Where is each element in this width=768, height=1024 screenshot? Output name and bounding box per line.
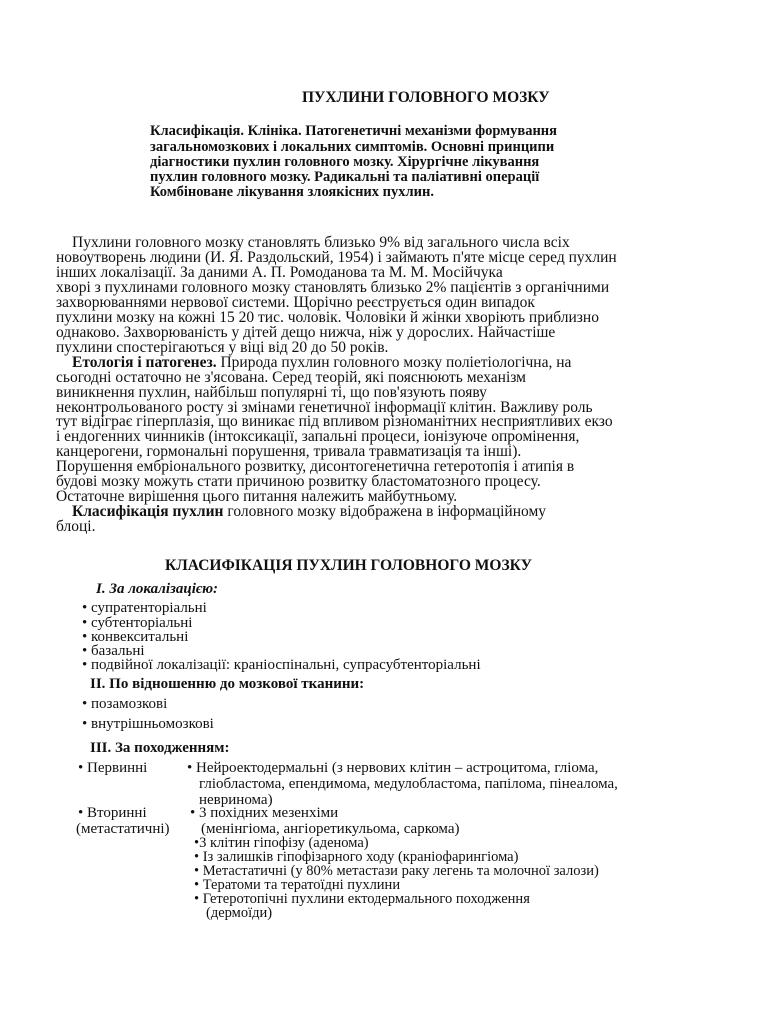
intro-line: інших локалізації. За даними А. П. Ромоданова та М. М. Мосійчука bbox=[56, 264, 503, 281]
summary-line: пухлин головного мозку. Радикальні та паліативні операції bbox=[150, 169, 540, 185]
etiology-line: Природа пухлин головного мозку поліетіологічна, на bbox=[216, 354, 572, 371]
intro-line: пухлини мозку на кожні 15 20 тис. чоловік. Чоловіки й жінки хворіють приблизно bbox=[56, 309, 599, 326]
secondary-label-note: (метастатичні) bbox=[76, 821, 170, 837]
page-title: ПУХЛИНИ ГОЛОВНОГО МОЗКУ bbox=[302, 89, 550, 106]
section-origin-heading: ІІІ. За походженням: bbox=[90, 740, 230, 756]
primary-label: • Первинні bbox=[78, 760, 148, 776]
etiology-line: канцерогени, гормональні порушення, тривала травматизація та інші). bbox=[56, 443, 522, 460]
primary-line: гліобластома, епендимома, медулобластома, папілома, пінеалома, bbox=[199, 776, 618, 792]
section-localization-heading: І. За локалізацією: bbox=[96, 581, 219, 597]
intro-line: Пухлини головного мозку становлять близько 9% від загального числа всіх bbox=[72, 234, 570, 251]
secondary-line: • 3 похідних мезенхіми bbox=[190, 805, 339, 821]
etiology-line: виникнення пухлин, найбільш популярні ті, що пов'язують появу bbox=[56, 384, 487, 401]
section-tissue-heading: ІІ. По відношенню до мозкової тканини: bbox=[90, 676, 365, 692]
etiology-line: будові мозку можуть стати причиною розвитку бластоматозного процесу. bbox=[56, 473, 541, 490]
classification-intro-text: головного мозку відображена в інформаційному bbox=[223, 503, 547, 520]
etiology-line: Порушення ембріонального розвитку, дисонтогенетична гетеротопія і атипія в bbox=[56, 458, 575, 475]
intro-line: захворюваннями нервової системи. Щорічно реєструється один випадок bbox=[56, 294, 535, 311]
summary-line: Комбіноване лікування злоякісних пухлин. bbox=[150, 184, 434, 200]
summary-line: Класифікація. Клініка. Патогенетичні механізми формування bbox=[150, 123, 558, 139]
classification-intro-line2: блоці. bbox=[56, 518, 96, 535]
secondary-line: (дермоїди) bbox=[206, 905, 273, 921]
secondary-line: • Тератоми та тератоїдні пухлини bbox=[194, 877, 401, 893]
etiology-line: Остаточне вирішення цього питання належить майбутньому. bbox=[56, 488, 458, 505]
etiology-line: тут відіграє гіперплазія, що виникає під впливом різноманітних несприятливих екзо bbox=[56, 413, 613, 430]
secondary-line: (менінгіома, ангіоретикульома, саркома) bbox=[201, 821, 460, 837]
classification-intro-bold: Класифікація пухлин bbox=[72, 503, 224, 520]
secondary-label: • Вторинні bbox=[78, 805, 147, 821]
secondary-line: •3 клітин гіпофізу (аденома) bbox=[194, 835, 369, 851]
etiology-line: сьогодні остаточно не з'ясована. Серед теорій, які пояснюють механізм bbox=[56, 369, 526, 386]
etiology-line: і ендогенних чинників (інтоксикації, запальні процеси, іонізуюче опромінення, bbox=[56, 428, 580, 445]
etiology-line: неконтрольованого росту зі змінами генетичної інформації клітин. Важливу роль bbox=[56, 399, 593, 416]
intro-line: новоутворень людини (И. Я. Раздольский, 1954) і займають п'яте місце серед пухлин bbox=[56, 249, 617, 266]
intro-line: хворі з пухлинами головного мозку становлять близько 2% пацієнтів з органічними bbox=[56, 279, 610, 296]
list-item: • конвекситальні bbox=[82, 629, 189, 645]
etiology-heading: Етологія і патогенез. bbox=[72, 354, 217, 371]
secondary-line: • Із залишків гіпофізарного ходу (краніофарингіома) bbox=[194, 849, 519, 865]
summary-line: діагностики пухлин головного мозку. Хірургічне лікування bbox=[150, 154, 540, 170]
list-item: • субтенторіальні bbox=[82, 615, 193, 631]
secondary-line: • Гетеротопічні пухлини ектодермального походження bbox=[194, 891, 530, 907]
primary-line: • Нейроектодермальні (з нервових клітин – астроцитома, гліома, bbox=[187, 760, 599, 776]
summary-line: загальномозкових і локальних симптомів. Основні принципи bbox=[150, 139, 555, 155]
list-item: • позамозкові bbox=[82, 696, 168, 712]
list-item: • базальні bbox=[82, 643, 145, 659]
list-item: • внутрішньомозкові bbox=[82, 716, 214, 732]
intro-line: пухлини спостерігаються у віці від 20 до 50 років. bbox=[56, 339, 389, 356]
list-item: • супратенторіальні bbox=[82, 600, 207, 616]
intro-line: однаково. Захворюваність у дітей дещо нижча, ніж у дорослих. Найчастіше bbox=[56, 324, 556, 341]
primary-line: невринома) bbox=[199, 792, 273, 808]
classification-title: КЛАСИФІКАЦІЯ ПУХЛИН ГОЛОВНОГО МОЗКУ bbox=[165, 557, 532, 574]
list-item: • подвійної локалізації: краніоспінальні, супрасубтенторіальні bbox=[82, 657, 481, 673]
classification-intro bbox=[72, 504, 546, 520]
secondary-line: • Метастатичні (у 80% метастази раку легень та молочної залози) bbox=[194, 863, 599, 879]
